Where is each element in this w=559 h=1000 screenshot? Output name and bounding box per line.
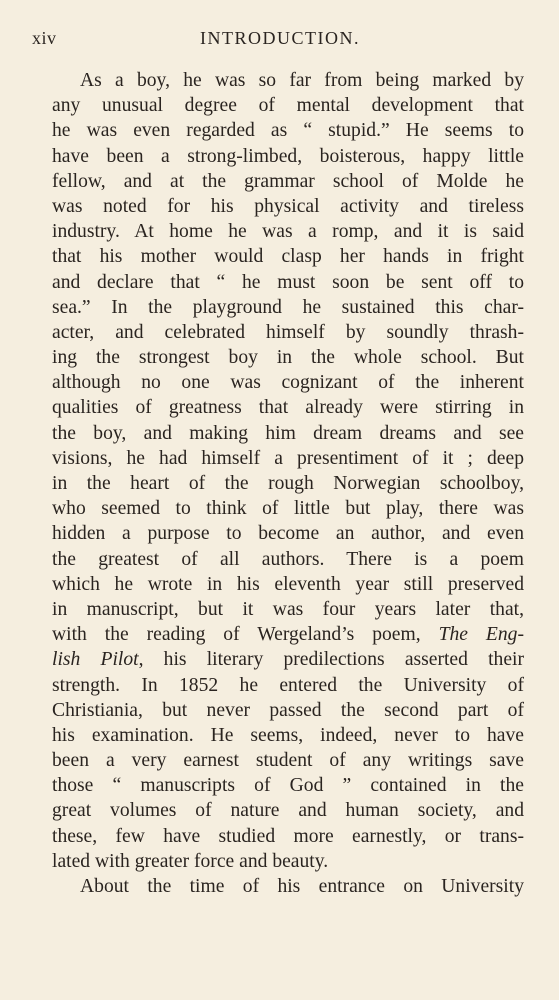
page-number: xiv — [32, 28, 57, 48]
text-line: strength. In 1852 he entered the University of — [52, 674, 524, 696]
text-line: which he wrote in his eleventh year still preserved — [52, 573, 524, 595]
text-segment: , his literary predilections asserted their — [138, 649, 524, 671]
text-line-with-title — [52, 622, 524, 647]
text-line: his examination. He seems, indeed, never to have — [52, 724, 524, 746]
text-line: who seemed to think of little but play, there was — [52, 498, 524, 520]
text-line: those “ manuscripts of God ” contained in the — [52, 775, 524, 797]
text-line: As a boy, he was so far from being marked by — [80, 70, 524, 91]
text-line: About the time of his entrance on University — [80, 876, 524, 897]
text-line: visions, he had himself a presentiment of it ; deep — [52, 447, 524, 469]
text-line: although no one was cognizant of the inherent — [52, 372, 524, 394]
text-line: these, few have studied more earnestly, or trans- — [52, 825, 524, 847]
running-head — [32, 28, 528, 52]
text-line: hidden a purpose to become an author, and even — [52, 523, 524, 545]
text-line: the boy, and making him dream dreams and see — [52, 422, 524, 444]
text-line: sea.” In the playground he sustained this char- — [52, 296, 524, 318]
text-line: in manuscript, but it was four years later that, — [52, 598, 524, 620]
text-line-with-title — [52, 647, 524, 672]
text-line: ing the strongest boy in the whole school. But — [52, 347, 524, 369]
running-title: INTRODUCTION. — [200, 28, 360, 48]
text-line: that his mother would clasp her hands in fright — [52, 246, 524, 268]
text-line: fellow, and at the grammar school of Molde he — [52, 170, 524, 192]
text-line: been a very earnest student of any writings save — [52, 750, 524, 772]
text-line: industry. At home he was a romp, and it is said — [52, 221, 524, 243]
text-line: he was even regarded as “ stupid.” He seems to — [52, 120, 524, 142]
text-line: acter, and celebrated himself by soundly thrash- — [52, 321, 524, 343]
text-line: Christiania, but never passed the second part of — [52, 699, 524, 721]
text-segment: with the reading of Wergeland’s poem, — [52, 624, 439, 646]
poem-title-part2: lish Pilot — [52, 649, 139, 671]
body-text — [52, 68, 524, 899]
text-line: have been a strong-limbed, boisterous, happy little — [52, 145, 524, 167]
text-line: and declare that “ he must soon be sent off to — [52, 271, 524, 293]
text-line: lated with greater force and beauty. — [52, 850, 329, 872]
text-line: any unusual degree of mental development that — [52, 95, 524, 117]
text-line: in the heart of the rough Norwegian schoolboy, — [52, 473, 524, 494]
text-line: the greatest of all authors. There is a poem — [52, 548, 524, 570]
poem-title-part1: The Eng- — [438, 624, 524, 646]
text-line: qualities of greatness that already were stirring in — [52, 397, 524, 419]
text-line: great volumes of nature and human society, and — [52, 800, 524, 822]
text-line: was noted for his physical activity and tireless — [52, 195, 524, 217]
